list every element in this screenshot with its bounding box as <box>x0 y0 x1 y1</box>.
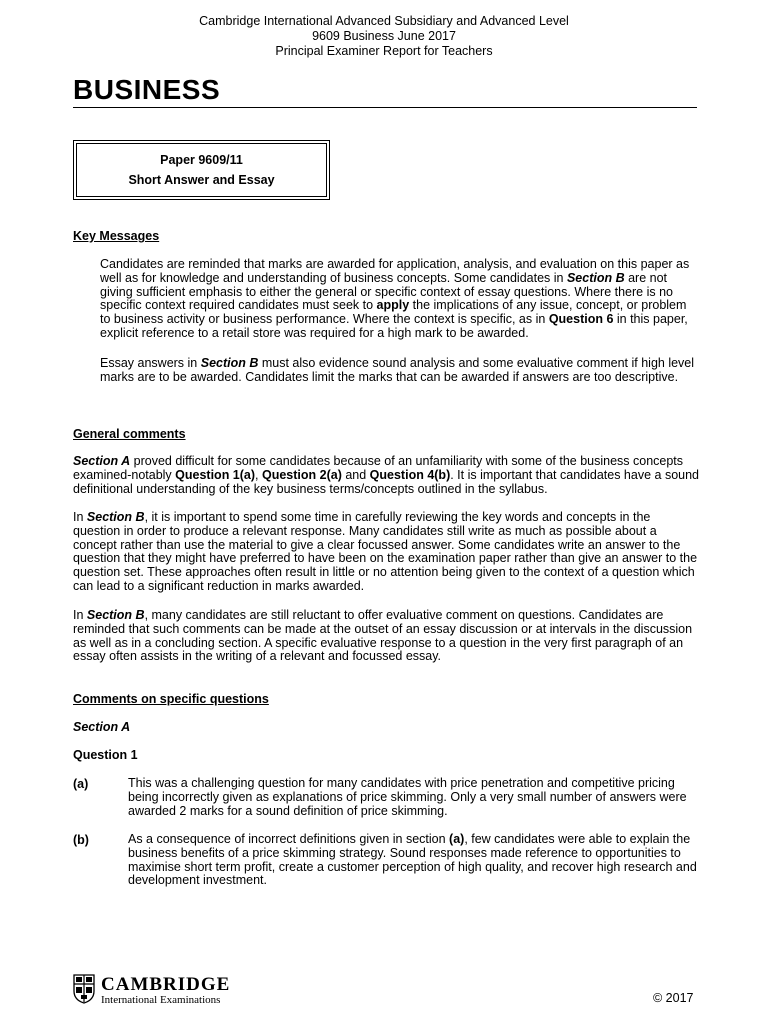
general-comments-paragraph-3: In Section B, many candidates are still reluctant to offer evaluative comment on questions. Candidates are reminded that such comments can be made at the outset of an essay discussion or at intervals in the discussion as well as in a concluding section. A specific evaluative response to a question in the very first paragraph of an essay often assists in the writing of a relevant and focussed essay. <box>73 608 693 664</box>
part-a-text: This was a challenging question for many candidates with price penetration and competitive pricing being incorrectly given as explanations of price skimming. Only a very small number of answers were awarded 2 marks for a sound definition of price skimming. <box>128 776 687 818</box>
paper-name: Short Answer and Essay <box>128 173 275 187</box>
question-1-heading: Question 1 <box>73 748 138 762</box>
crest-icon <box>73 974 95 1004</box>
paper-code: Paper 9609/11 <box>160 153 243 167</box>
document-header <box>0 14 768 59</box>
key-messages-paragraph-1: Candidates are reminded that marks are awarded for application, analysis, and evaluation on this paper as well as for knowledge and understanding of business concepts. Some candidates in Section B are not giving sufficient emphasis to either the general or specific context of essay questions. Where there is no specific context required candidates must seek to apply the implications of any issue, concept, or problem to business activity or business performance. Where the context is specific, as in Question 6 in this paper, explicit reference to a retail store was required for a high mark to be awarded. <box>100 257 690 340</box>
title-rule <box>73 107 697 108</box>
copyright: © 2017 <box>653 991 694 1005</box>
logo-subtitle: International Examinations <box>101 994 221 1006</box>
document-title: BUSINESS <box>73 74 221 105</box>
cambridge-logo <box>73 974 233 1008</box>
header-line-1: Cambridge International Advanced Subsidiary and Advanced Level <box>199 14 569 28</box>
part-b-label: (b) <box>73 833 89 847</box>
paper-box <box>73 140 330 200</box>
section-a-heading: Section A <box>73 720 131 734</box>
key-messages-heading: Key Messages <box>73 229 160 243</box>
logo-name: CAMBRIDGE <box>101 974 231 995</box>
general-comments-paragraph-1: Section A proved difficult for some candidates because of an unfamiliarity with some of the business concepts examined-notably Question 1(a), Question 2(a) and Question 4(b). It is important that candidates have a sound definitional understanding of the key business terms/concepts outlined in the syllabus. <box>73 454 699 496</box>
header-line-3: Principal Examiner Report for Teachers <box>275 44 493 58</box>
part-a-label: (a) <box>73 777 89 791</box>
header-line-2: 9609 Business June 2017 <box>312 29 456 43</box>
key-messages-paragraph-2: Essay answers in Section B must also evidence sound analysis and some evaluative comment if high level marks are to be awarded. Candidates limit the marks that can be awarded if answers are too descriptive. <box>100 356 695 384</box>
general-comments-heading: General comments <box>73 427 186 441</box>
part-b-text: As a consequence of incorrect definitions given in section (a), few candidates were able to explain the business benefits of a price skimming strategy. Sound responses made reference to opportunities to maximise short term profit, create a customer perception of high quality, and recover high research and development investment. <box>128 832 697 888</box>
general-comments-paragraph-2: In Section B, it is important to spend some time in carefully reviewing the key words and concepts in the question in order to produce a relevant response. Many candidates still write as much as possible about a concept rather than use the material to give a clear focussed answer. Some candidates write an answer to the question that they might have preferred to have been on the examination paper rather than give an answer to the question set. These approaches often result in little or no attention being given to the context of a question which can lead to a significant reduction in marks awarded. <box>73 510 698 593</box>
specific-comments-heading: Comments on specific questions <box>73 692 269 706</box>
